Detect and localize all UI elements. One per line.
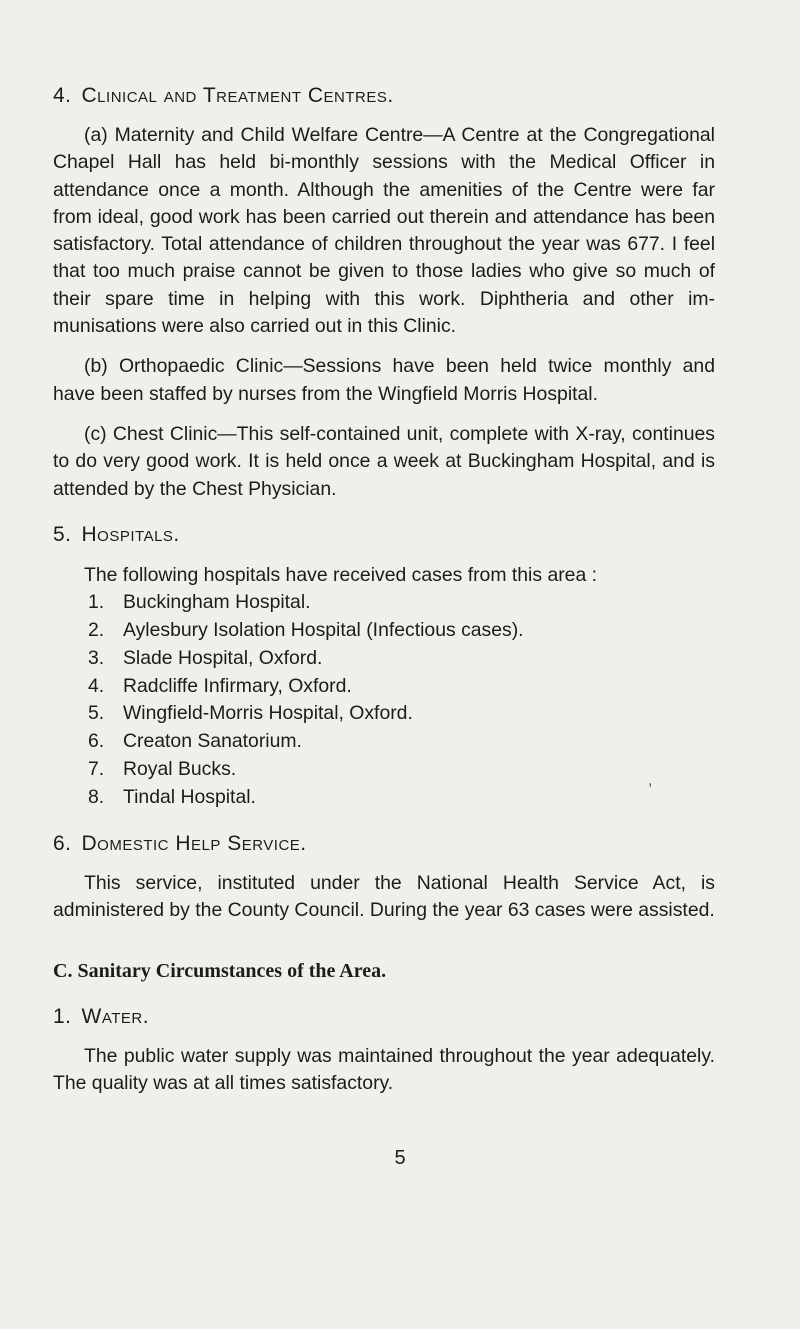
list-item: 7. Royal Bucks. [88, 758, 237, 781]
hospitals-intro: The following hospitals have received cases from this area : [84, 563, 598, 586]
list-item: 2. Aylesbury Isolation Hospital (Infectious cases). [88, 618, 524, 641]
paragraph-orthopaedic-clinic: (b) Orthopaedic Clinic—Sessions have been held twice monthly and have been staffed by nurses from the Wingfield Morris Hospital. [53, 355, 715, 405]
section-heading-hospitals [53, 521, 715, 549]
list-item: 1. Buckingham Hospital. [88, 590, 311, 613]
list-item: 5. Wingfield-Morris Hospital, Oxford. [88, 702, 413, 725]
hospital-list [53, 589, 715, 812]
section-heading-water [53, 1003, 715, 1031]
section-number: 1. [53, 1004, 72, 1028]
list-item: 3. Slade Hospital, Oxford. [88, 646, 323, 669]
paragraph-maternity-clinic: (a) Maternity and Child Welfare Centre—A Centre at the Congregational Chapel Hall has held bi-monthly sessions with the Medical Officer in attendance once a month. Although the amenities of the Centre were far from ideal, good work has been carried out therein and attendance has been satisfactory. Total attendance of children throughout the year was 677. I feel that too much praise cannot be given to those ladies who give so much of their spare time in helping with this work. Diphtheria and other im- munisations were also carried out in this Clinic. [53, 124, 715, 338]
document-page [53, 82, 715, 1097]
section-number: 5. [53, 522, 72, 546]
section-title: Clinical and Treatment Centres. [81, 84, 394, 107]
section-number: 4. [53, 84, 72, 107]
paragraph-domestic-help: This service, instituted under the National Health Service Act, is administered by the County Council. During the year 63 cases were assisted. [53, 872, 715, 922]
section-c-heading: C. Sanitary Circumstances of the Area. [53, 959, 387, 982]
page-number: 5 [394, 1147, 406, 1169]
section-title: Domestic Help Service. [81, 832, 307, 856]
print-mark: , [648, 772, 653, 789]
list-item: 8. Tindal Hospital. [88, 786, 256, 809]
section-heading-domestic-help [53, 830, 715, 858]
paragraph-chest-clinic: (c) Chest Clinic—This self-contained unit, complete with X-ray, continues to do very good work. It is held once a week at Buckingham Hospital, and is attended by the Chest Physician. [53, 422, 715, 500]
section-title: Water. [81, 1004, 150, 1028]
section-heading-clinical-centres [53, 82, 715, 110]
section-number: 6. [53, 832, 72, 856]
list-item: 4. Radcliffe Infirmary, Oxford. [88, 674, 352, 697]
list-item: 6. Creaton Sanatorium. [88, 730, 302, 753]
paragraph-water: The public water supply was maintained throughout the year adequately. The quality was at all times satisfactory. [53, 1044, 715, 1094]
section-title: Hospitals. [81, 522, 180, 546]
